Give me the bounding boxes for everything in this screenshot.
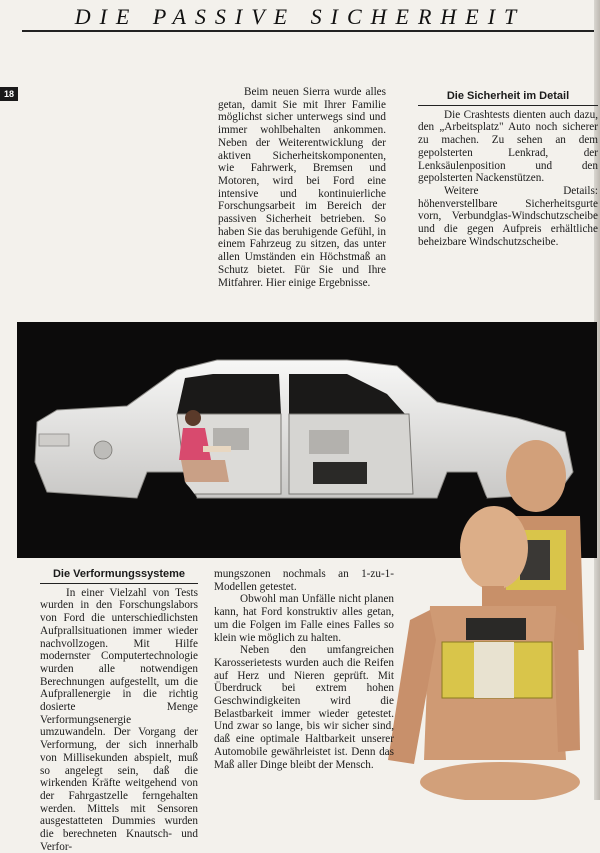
verformung-paragraph: In einer Vielzahl von Tests wurden in den Forschungslabors von Ford die unterschiedlichsten Aufprallsituationen immer wieder nachvollzogen. Mit Hilfe modernster Computertechnologie wurden alle notwendigen Berechnungen aufgestellt, um die Aufprallenergie in die richtig dosierte Menge Verformungsenergie umzuwandeln. Der Vorgang der Verformung, der sich innerhalb von Millisekunden abspielt, muß so angelegt sein, daß die wirkenden Kräfte weitgehend von der Fahrgastzelle ferngehalten werden. Mittels mit Sensoren ausgestatteten Dummies wurden die berechneten Knautsch- und Verfor- xyxy=(40,586,198,853)
page-title: DIE PASSIVE SICHERHEIT xyxy=(74,4,526,29)
detail-section xyxy=(418,90,598,248)
intro-text-block xyxy=(218,86,386,289)
crash-test-dummies-photo xyxy=(370,430,590,800)
detail-paragraph-2: Weitere Details: höhenverstellbare Sicherheitsgurte vorn, Verbundglas-Windschutzscheibe und die gegen Aufpreis erhältliche beheizbare Windschutzscheibe. xyxy=(418,184,598,248)
continuation-paragraph-3: Neben den umfangreichen Karosserietests wurden auch die Reifen auf Herz und Nieren geprüft. Mit Überdruck bei extrem hohen Geschwindigkeiten wird die Belastbarkeit immer wieder getestet. Und zwar so lange, bis wir sicher sind, daß eine optimale Haltbarkeit unserer Automobile gewährleistet ist. Denn das Maß aller Dinge bleibt der Mensch. xyxy=(214,644,394,771)
continuation-paragraph-2: Obwohl man Unfälle nicht planen kann, hat Ford konstruktiv alles getan, um die Folgen im Falle eines Falles so klein wie möglich zu halten. xyxy=(214,593,394,644)
verformung-heading: Die Verformungssysteme xyxy=(40,568,198,584)
detail-heading: Die Sicherheit im Detail xyxy=(418,90,598,106)
verformung-section xyxy=(40,568,198,853)
continuation-paragraph-1: mungszonen nochmals an 1-zu-1-Modellen getestet. xyxy=(214,568,394,593)
continuation-text-block xyxy=(214,568,394,771)
detail-paragraph-1: Die Crashtests dienten auch dazu, den „Arbeitsplatz" Auto noch sicherer zu machen. Zu sehen an dem gepolsterten Lenkrad, der Lenksäulenposition und den gepolsterten Nackenstützen. xyxy=(418,108,598,185)
page-number: 18 xyxy=(0,87,18,101)
intro-paragraph: Beim neuen Sierra wurde alles getan, damit Sie mit Ihrer Familie möglichst sicher unterwegs sind und immer wohlbehalten ankommen. Neben der Weiterentwicklung der aktiven Sicherheitskomponenten, wie Fahrwerk, Bremsen und Motoren, wird bei Ford eine intensive und kontinuierliche Forschungsarbeit im Bereich der passiven Sicherheit betrieben. So haben Sie das beruhigende Gefühl, in einem Fahrzeug zu sitzen, das unter allen Umständen ein Höchstmaß an Schutz bietet. Für Sie und Ihre Mitfahrer. Hier einige Ergebnisse. xyxy=(218,86,386,289)
header-rule xyxy=(22,30,594,32)
